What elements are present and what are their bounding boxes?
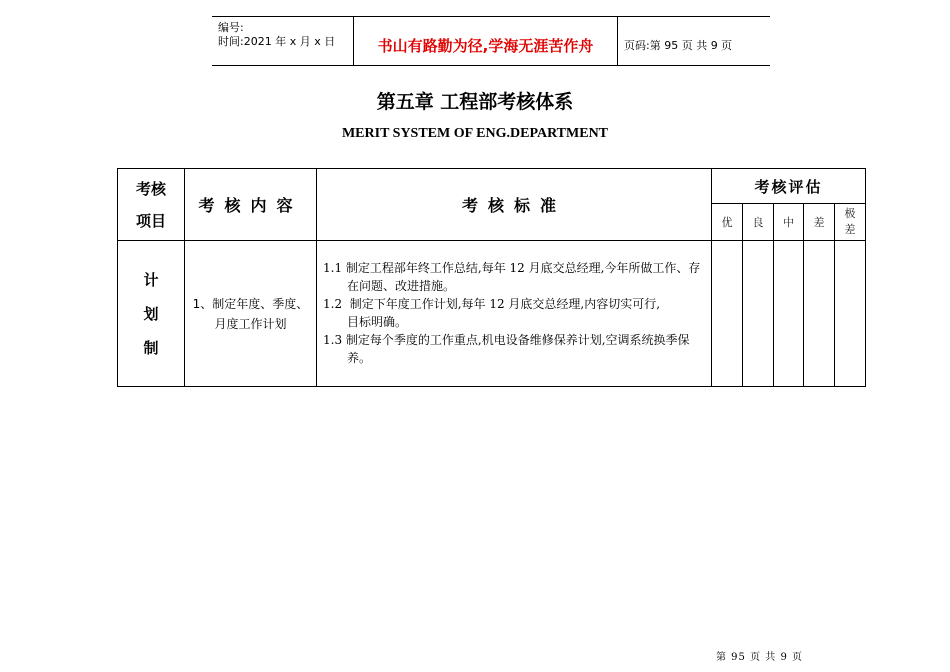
header-info-cell [212, 17, 354, 65]
header-item-line1: 考核 [135, 179, 166, 198]
standard-item: 1.1 制定工程部年终工作总结,每年 12 月底交总经理,今年所做工作、存在问题、改进措施。 [323, 261, 701, 293]
header-assessment-content: 考核内容 [185, 169, 317, 241]
header-motto-cell [354, 17, 618, 65]
grade-very-poor [835, 204, 866, 241]
header-motto: 书山有路勤为径,学海无涯苦作舟 [377, 37, 594, 55]
table-row [118, 241, 866, 387]
header-page-info: 页码:第 95 页 共 9 页 [624, 39, 733, 52]
content-cell: 1、制定年度、季度、月度工作计划 [185, 241, 317, 387]
document-number-label: 编号: [218, 21, 244, 34]
chapter-title: 第五章 工程部考核体系 [376, 91, 574, 113]
grade-excellent: 优 [712, 204, 743, 241]
header-assessment-evaluation: 考核评估 [712, 169, 866, 204]
grade-cell-good[interactable] [743, 241, 774, 387]
grade-cell-poor[interactable] [804, 241, 835, 387]
category-char: 计 [143, 270, 159, 289]
grade-very-poor-label: 极差 [844, 207, 856, 236]
header-assessment-item [118, 169, 185, 241]
document-date: 时间:2021 年 x 月 x 日 [218, 35, 336, 48]
grade-cell-excellent[interactable] [712, 241, 743, 387]
grade-cell-medium[interactable] [774, 241, 804, 387]
page-footer: 第 95 页 共 9 页 [716, 652, 803, 663]
chapter-subtitle: MERIT SYSTEM OF ENG.DEPARTMENT [341, 126, 609, 141]
page-header [212, 16, 770, 66]
header-assessment-standard: 考核标准 [317, 169, 712, 241]
merit-table [117, 168, 866, 387]
category-cell [118, 241, 185, 387]
header-page-cell [618, 17, 770, 65]
standard-item: 1.2 制定下年度工作计划,每年 12 月底交总经理,内容切实可行, 目标明确。 [323, 297, 752, 329]
category-char: 划 [143, 304, 159, 323]
grade-cell-very-poor[interactable] [835, 241, 866, 387]
grade-poor: 差 [804, 204, 835, 241]
standard-cell [317, 241, 752, 387]
grade-good: 良 [743, 204, 774, 241]
header-item-line2: 项目 [135, 211, 166, 230]
standard-item: 1.3 制定每个季度的工作重点,机电设备维修保养计划,空调系统换季保养。 [323, 333, 690, 365]
category-char: 制 [143, 338, 159, 357]
grade-medium: 中 [774, 204, 804, 241]
